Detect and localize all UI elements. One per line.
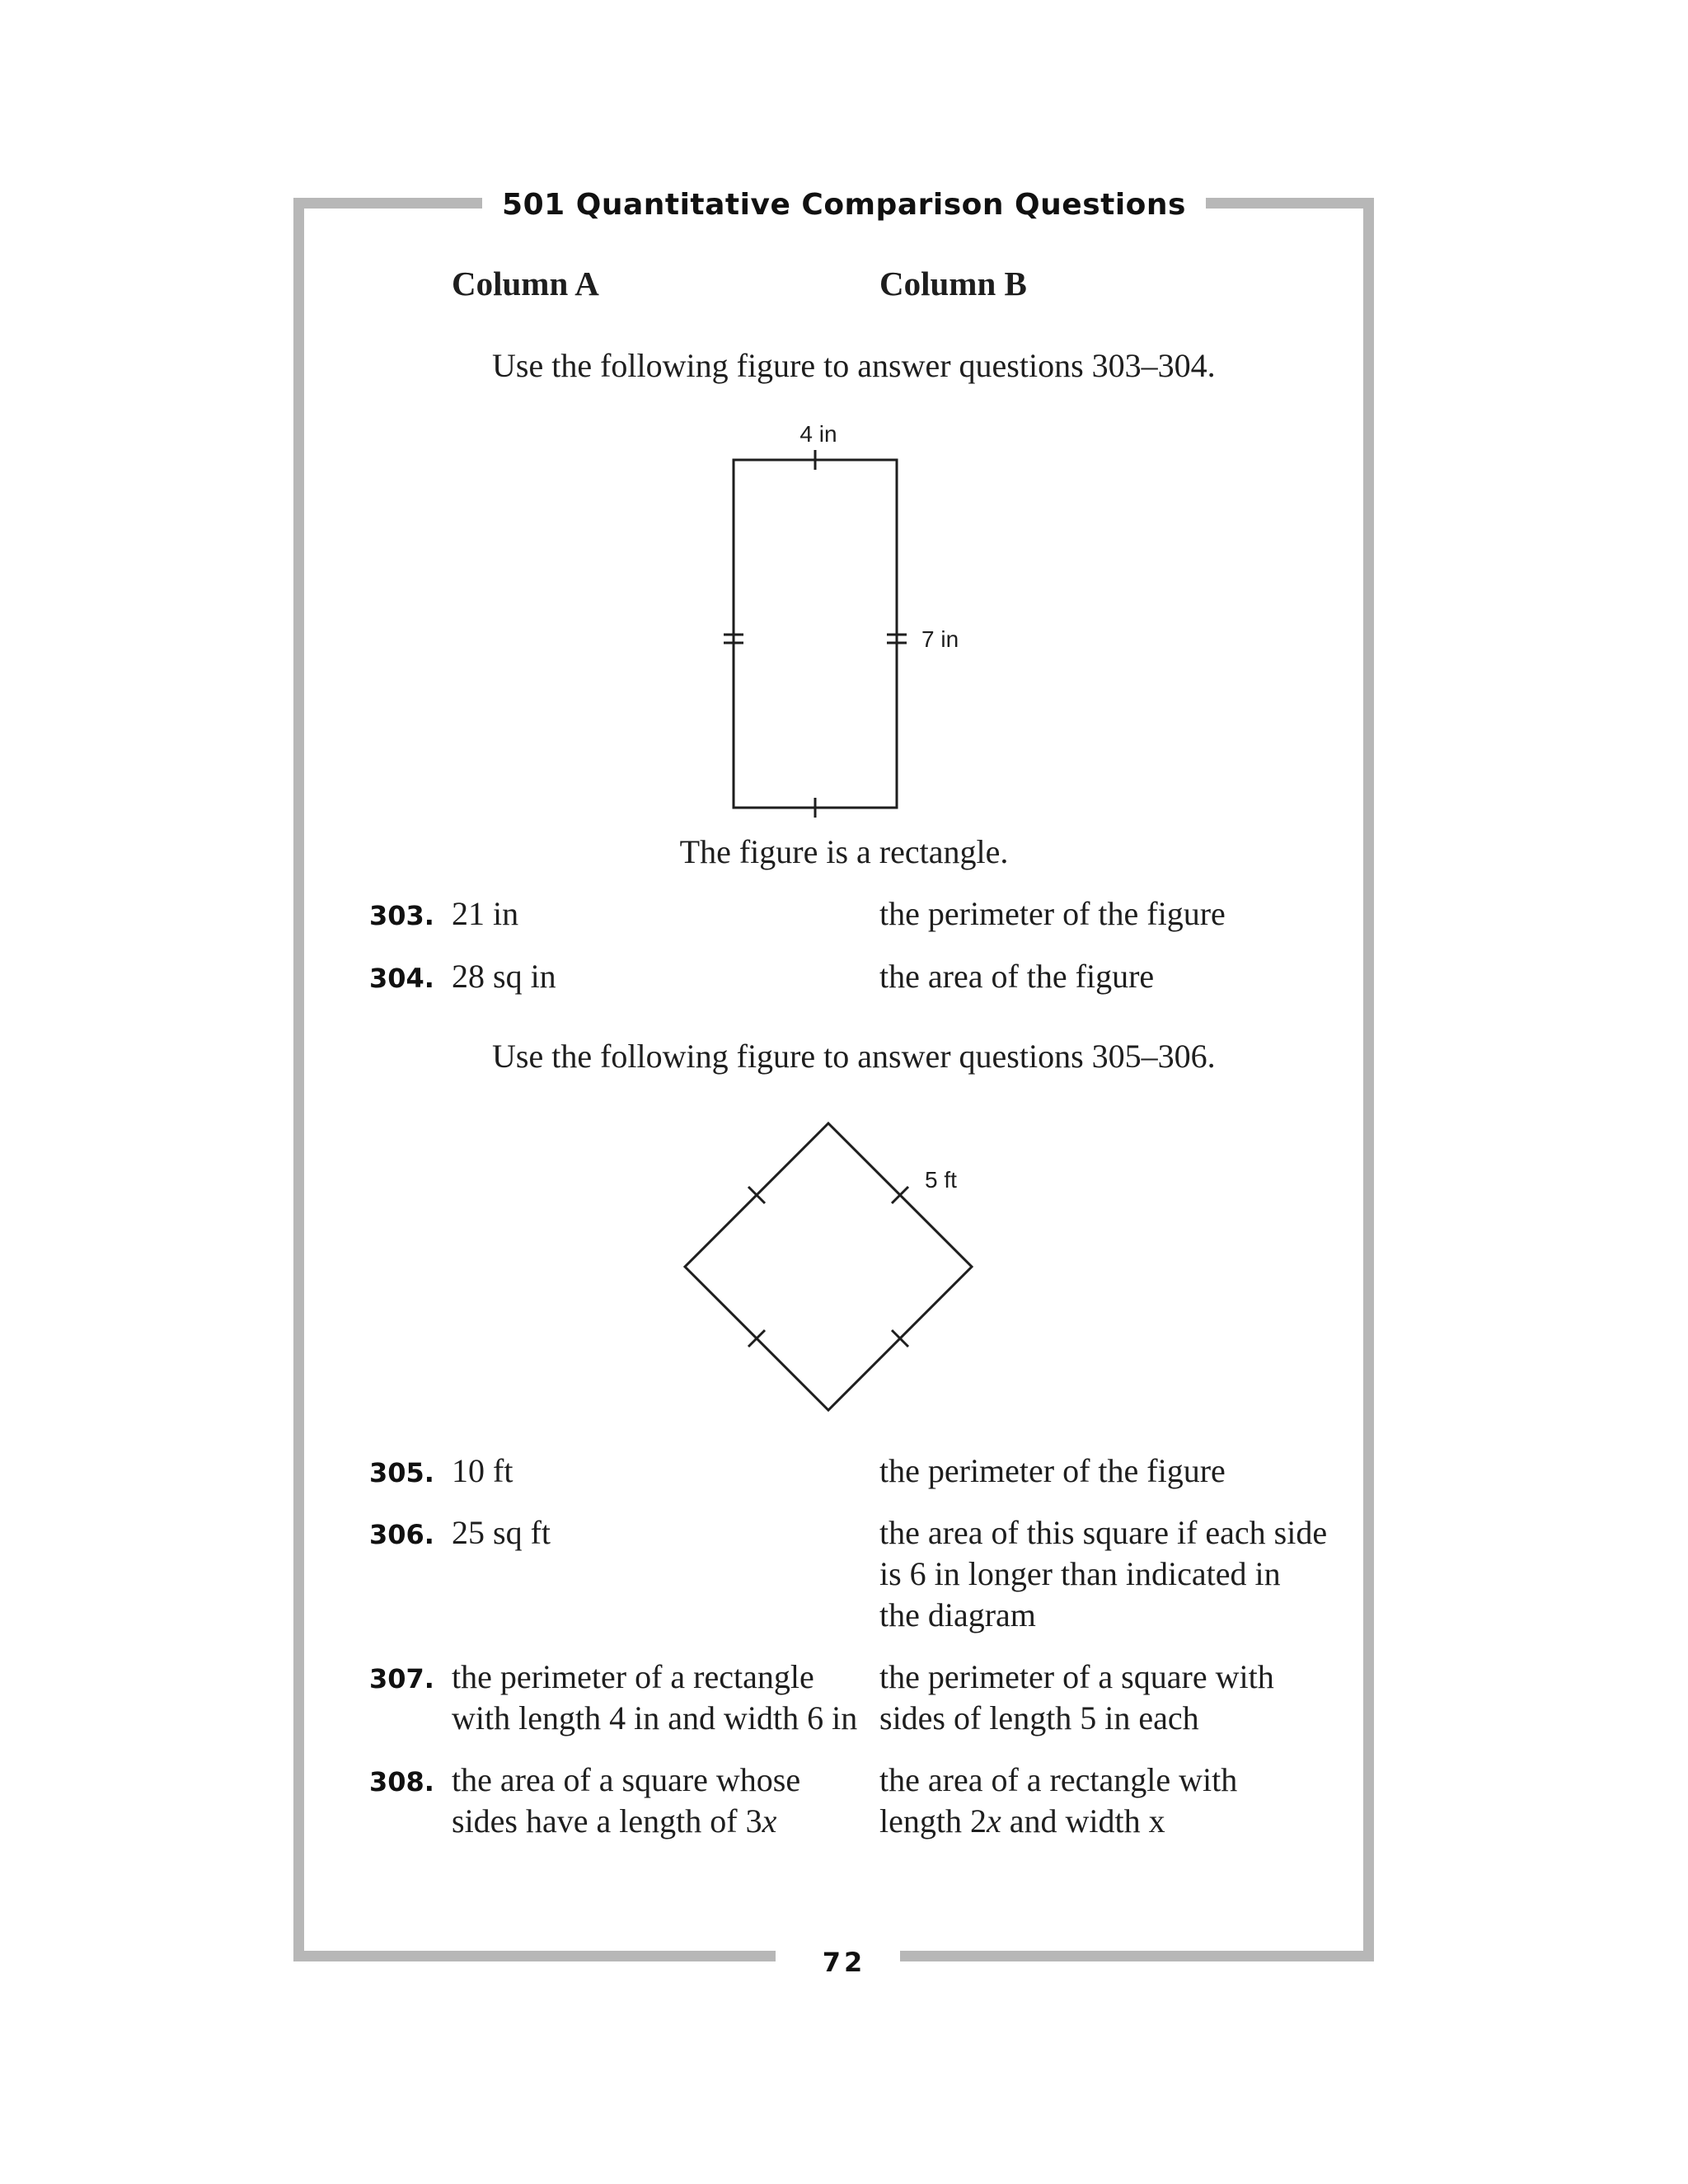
question-306-column-b [879,1512,1341,1636]
label-square-side: 5 ft [925,1167,957,1193]
figure1-instruction: Use the following figure to answer questions 303–304. [492,347,1216,384]
figure2-instruction: Use the following figure to answer questions 305–306. [492,1038,1216,1075]
question-308-a-line-2 [452,1801,864,1842]
question-number-304: 304. [369,963,434,994]
question-308-a-variable: x [762,1802,777,1840]
question-303-column-a: 21 in [452,895,519,932]
question-306-b-line-3: the diagram [879,1596,1036,1633]
question-307-column-b [879,1657,1341,1739]
question-307-a-line-2: with length 4 in and width 6 in [452,1699,858,1736]
question-307-a-line-1: the perimeter of a rectangle [452,1658,814,1695]
page-number: 72 [808,1947,881,1978]
question-number-308: 308. [369,1766,434,1797]
question-306-b-line-1: the area of this square if each side [879,1514,1328,1551]
question-number-305: 305. [369,1457,434,1488]
question-number-303: 303. [369,900,434,931]
rectangle-shape [734,460,897,808]
question-308-b-line-2 [879,1801,1341,1842]
rectangle-figure [0,0,1688,907]
question-308-a-text: sides have a length of 3 [452,1802,762,1840]
column-b-heading: Column B [879,265,1027,302]
question-303-column-b: the perimeter of the figure [879,895,1226,932]
question-308-b-text: length 2 [879,1802,987,1840]
figure1-caption: The figure is a rectangle. [679,833,1009,870]
label-side-length: 7 in [921,626,959,652]
question-307-b-line-1: the perimeter of a square with [879,1658,1274,1695]
question-305-column-b: the perimeter of the figure [879,1452,1226,1489]
column-a-heading: Column A [452,265,599,302]
question-308-b-variable: x [986,1802,1001,1840]
question-304-column-b: the area of the figure [879,958,1155,995]
question-305-column-a: 10 ft [452,1452,513,1489]
question-308-column-a [452,1760,864,1842]
question-308-b-line-1: the area of a rectangle with [879,1761,1238,1798]
question-307-column-a [452,1657,864,1739]
question-307-b-line-2: sides of length 5 in each [879,1699,1199,1736]
label-top-width: 4 in [799,421,837,447]
question-306-column-a: 25 sq ft [452,1514,551,1551]
question-number-306: 306. [369,1519,434,1550]
page-title: 501 Quantitative Comparison Questions [482,188,1206,222]
question-304-column-a: 28 sq in [452,958,556,995]
square-figure [0,1071,1688,1434]
question-308-column-b [879,1760,1341,1842]
question-number-307: 307. [369,1663,434,1694]
question-308-b-text-end: and width x [1001,1802,1165,1840]
page-number-footer [0,1947,1688,1978]
question-306-b-line-2: is 6 in longer than indicated in [879,1555,1281,1592]
question-308-a-line-1: the area of a square whose [452,1761,801,1798]
